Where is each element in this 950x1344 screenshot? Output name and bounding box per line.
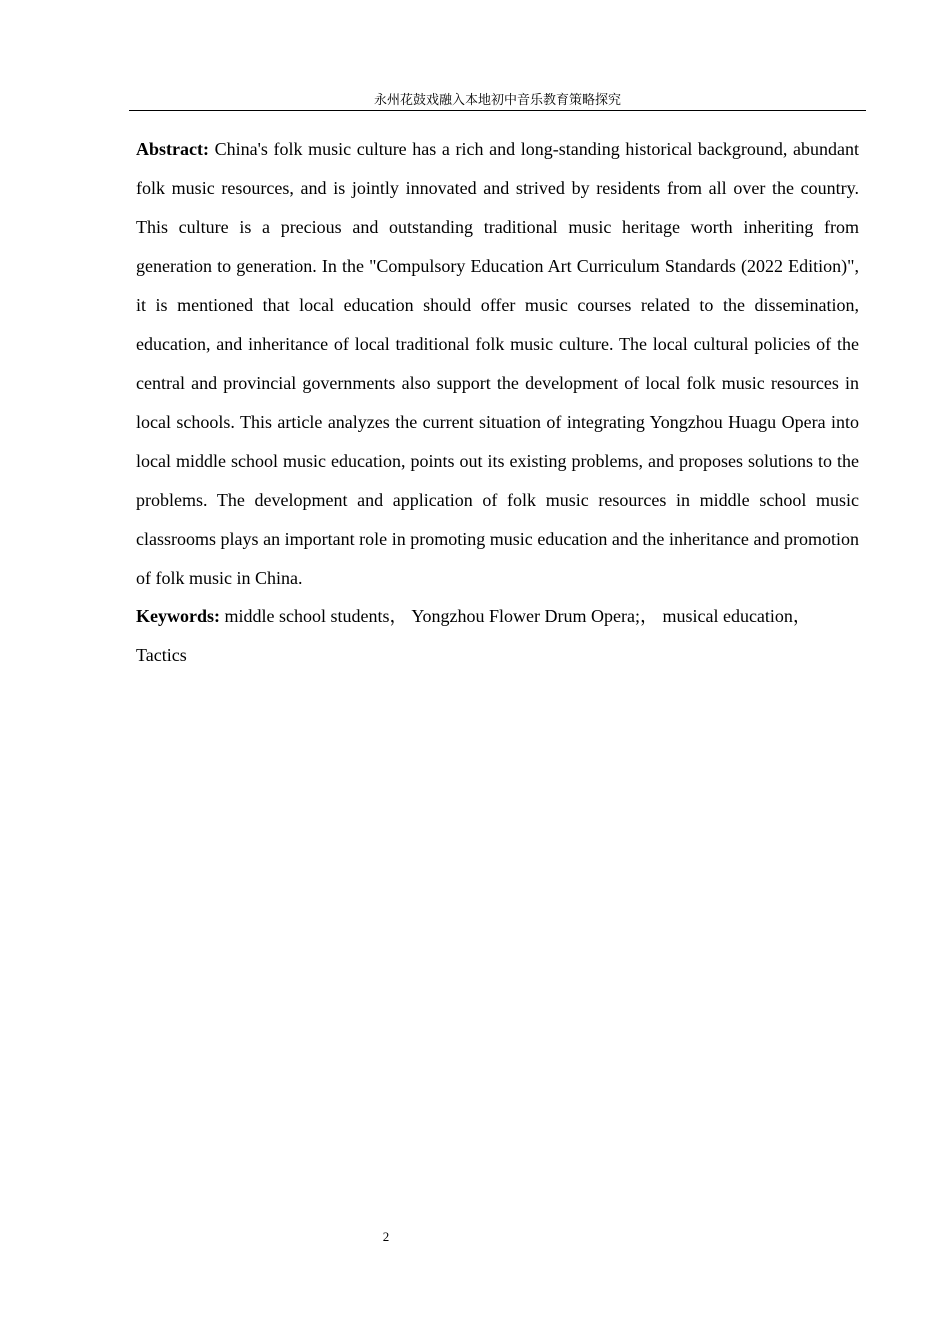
running-header — [129, 91, 866, 111]
keywords-label: Keywords: — [136, 606, 220, 626]
page-number: 2 — [382, 1229, 390, 1244]
keywords-text: middle school students， Yongzhou Flower Drum Opera;， musical education，Tactics — [136, 606, 811, 665]
abstract-paragraph — [136, 130, 859, 598]
keywords-paragraph — [136, 597, 859, 675]
running-title: 永州花鼓戏融入本地初中音乐教育策略探究 — [373, 93, 621, 108]
abstract-label: Abstract: — [136, 139, 209, 159]
abstract-text: China's folk music culture has a rich and long-standing historical background, abundant folk music resources, and is jointly innovated and strived by residents from all over the country. This culture is a precious and outstanding traditional music heritage worth inheriting from generation to generation. In the "Compulsory Education Art Curriculum Standards (2022 Edition)", it is mentioned that local education should offer music courses related to the dissemination, education, and inheritance of local traditional folk music culture. The local cultural policies of the central and provincial governments also support the development of local folk music resources in local schools. This article analyzes the current situation of integrating Yongzhou Huagu Opera into local middle school music education, points out its existing problems, and proposes solutions to the problems. The development and application of folk music resources in middle school music classrooms plays an important role in promoting music education and the inheritance and promotion of folk music in China. — [136, 139, 860, 588]
